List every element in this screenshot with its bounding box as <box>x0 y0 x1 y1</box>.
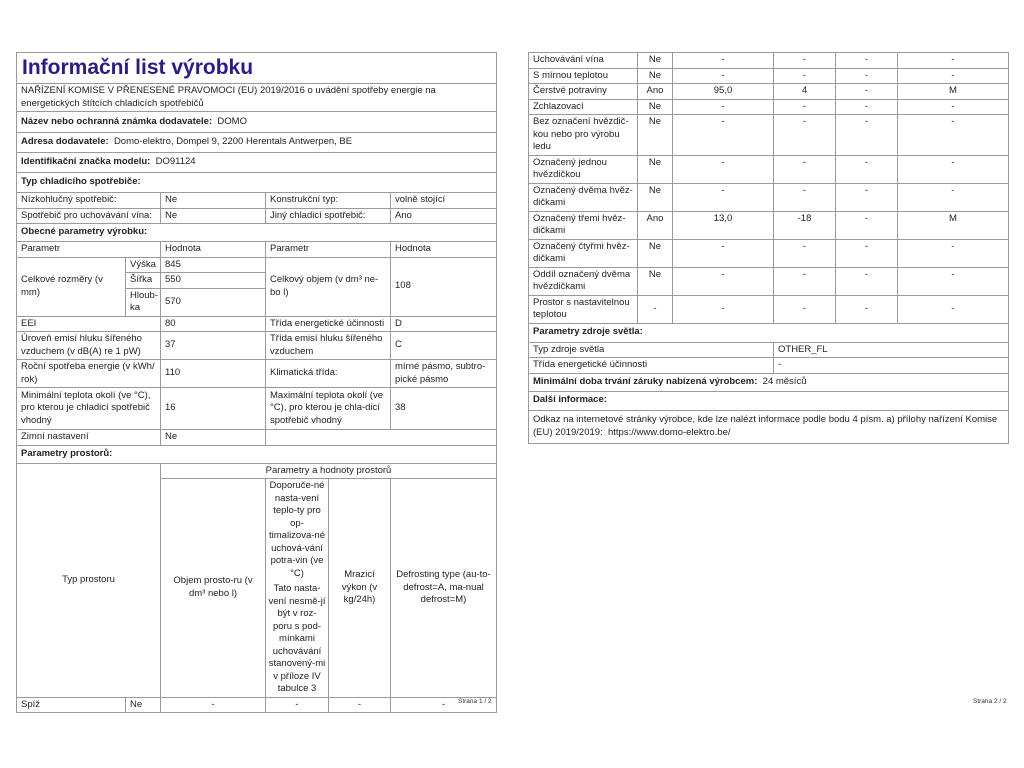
table-row <box>17 388 497 430</box>
cell: Zimní nastavení <box>17 430 161 446</box>
cell: - <box>836 155 898 183</box>
cell: Klimatická třída: <box>266 360 391 388</box>
cell: -18 <box>774 211 836 239</box>
cell: Typ zdroje světla <box>529 342 774 358</box>
cell: - <box>673 99 774 115</box>
cell: mírné pásmo, subtro-pické pásmo <box>391 360 497 388</box>
col-header: Hodnota <box>161 242 266 258</box>
warranty-value: 24 měsíců <box>762 375 807 387</box>
cell: 845 <box>161 257 266 273</box>
cell: - <box>774 53 836 69</box>
table-row <box>529 295 1009 323</box>
cell: - <box>774 358 1009 374</box>
address-row <box>17 133 497 153</box>
table-row <box>529 211 1009 239</box>
cell: - <box>774 155 836 183</box>
cell: - <box>898 295 1009 323</box>
cell: Ne <box>161 430 266 446</box>
cell: - <box>898 183 1009 211</box>
cell: Zchlazovací <box>529 99 638 115</box>
regulation-text: NAŘÍZENÍ KOMISE V PŘENESENÉ PRAVOMOCI (EU) 2019/2016 o uvádění spotřeby energie na energetických štítcích chladicích spotřebičů <box>17 84 497 112</box>
model-value: DO91124 <box>155 156 196 168</box>
table-row <box>17 332 497 360</box>
col-header: Mrazicí výkon (v kg/24h) <box>329 479 391 698</box>
cell: - <box>774 115 836 156</box>
cell: Ne <box>638 239 673 267</box>
cell: 38 <box>391 388 497 430</box>
cell: - <box>898 68 1009 84</box>
cell: - <box>774 99 836 115</box>
cell: - <box>898 115 1009 156</box>
table-row <box>529 99 1009 115</box>
cell: Třída energetické účinnosti <box>266 316 391 332</box>
cell: Ne <box>638 115 673 156</box>
warranty-label: Minimální doba trvání záruky nabízená výrobcem: <box>533 375 758 387</box>
supplier-value: DOMO <box>217 115 247 127</box>
cell: M <box>898 211 1009 239</box>
cell: Minimální teplota okolí (ve °C), pro kterou je chladicí spotřebič vhodný <box>17 388 161 430</box>
cell: 570 <box>161 288 266 316</box>
cell: - <box>898 53 1009 69</box>
cell: Hloub-ka <box>126 288 161 316</box>
cell: - <box>673 183 774 211</box>
table-row <box>529 53 1009 69</box>
cell: Ne <box>638 53 673 69</box>
general-heading: Obecné parametry výrobku: <box>17 224 497 242</box>
cell: volně stojící <box>391 193 497 209</box>
cell: Ne <box>638 183 673 211</box>
cell: 4 <box>774 84 836 100</box>
cell: Spotřebič pro uchovávání vína: <box>17 208 161 224</box>
cell: - <box>898 239 1009 267</box>
cell: D <box>391 316 497 332</box>
table-row <box>529 342 1009 358</box>
cell: - <box>161 697 266 713</box>
cell: - <box>266 697 329 713</box>
space-type-header: Typ prostoru <box>17 463 161 697</box>
cell: 16 <box>161 388 266 430</box>
table-row <box>529 68 1009 84</box>
cell: - <box>836 99 898 115</box>
info-text: Odkaz na internetové stránky výrobce, kde lze nalézt informace podle bodu 4 písm. a) přílohy nařízení Komise (EU) 2019/2019: <box>533 414 998 438</box>
cell: Prostor s nastavitelnou teplotou <box>529 295 638 323</box>
address-label: Adresa dodavatele: <box>21 136 109 148</box>
cell: 550 <box>161 273 266 289</box>
product-info-table-page1 <box>16 52 497 713</box>
cell: Jiný chladicí spotřebič: <box>266 208 391 224</box>
cell: 37 <box>161 332 266 360</box>
model-label: Identifikační značka modelu: <box>21 156 151 168</box>
page-number: Strana 2 / 2 <box>973 698 1007 705</box>
cell: Úroveň emisí hluku šířeného vzduchem (v dB(A) re 1 pW) <box>17 332 161 360</box>
info-heading: Další informace: <box>529 391 1009 410</box>
cell: Nízkohlučný spotřebič: <box>17 193 161 209</box>
temp-note: Tato nasta-vení nesmě-jí být v roz-poru s pod-mínkami uchovávání stanovený-mi v příloze IV tabulce 3 <box>268 583 326 694</box>
col-header: Objem prosto-ru (v dm³ nebo l) <box>161 479 266 698</box>
model-row <box>17 153 497 173</box>
table-row <box>17 430 497 446</box>
cell: Ne <box>161 193 266 209</box>
cell: 95,0 <box>673 84 774 100</box>
cell: - <box>898 99 1009 115</box>
cell: - <box>836 267 898 295</box>
info-row <box>529 410 1009 443</box>
cell: - <box>898 155 1009 183</box>
cell: S mírnou teplotou <box>529 68 638 84</box>
cell: Čerstvé potraviny <box>529 84 638 100</box>
type-heading: Typ chladicího spotřebiče: <box>17 173 497 193</box>
table-row <box>529 155 1009 183</box>
cell: - <box>836 183 898 211</box>
cell: - <box>391 697 497 713</box>
cell: Oddíl označený dvěma hvězdičkami <box>529 267 638 295</box>
cell: - <box>673 68 774 84</box>
col-header: Parametr <box>17 242 161 258</box>
cell <box>266 430 497 446</box>
cell: - <box>836 53 898 69</box>
cell: - <box>836 115 898 156</box>
col-header: Hodnota <box>391 242 497 258</box>
cell: Výška <box>126 257 161 273</box>
cell: Třída energetické účinnosti <box>529 358 774 374</box>
address-value: Domo-elektro, Dompel 9, 2200 Herentals Antwerpen, BE <box>113 136 353 148</box>
cell: - <box>774 239 836 267</box>
cell: Uchovávání vína <box>529 53 638 69</box>
cell: C <box>391 332 497 360</box>
col-header <box>266 479 329 698</box>
supplier-row <box>17 112 497 133</box>
cell: - <box>898 267 1009 295</box>
cell: Ne <box>638 99 673 115</box>
cell: Konstrukční typ: <box>266 193 391 209</box>
table-row <box>17 360 497 388</box>
table-row <box>529 84 1009 100</box>
volume-value: 108 <box>391 257 497 316</box>
cell: Ne <box>638 68 673 84</box>
cell: M <box>898 84 1009 100</box>
supplier-label: Název nebo ochranná známka dodavatele: <box>21 115 213 127</box>
cell: - <box>836 211 898 239</box>
cell: Bez označení hvězdič-kou nebo pro výrobu ledu <box>529 115 638 156</box>
product-info-table-page2 <box>528 52 1009 444</box>
header-row <box>17 242 497 258</box>
light-heading: Parametry zdroje světla: <box>529 323 1009 342</box>
table-row <box>529 358 1009 374</box>
table-row <box>529 115 1009 156</box>
cell: Ano <box>638 211 673 239</box>
cell: Ne <box>638 267 673 295</box>
spaces-heading: Parametry prostorů: <box>17 445 497 463</box>
cell: - <box>774 183 836 211</box>
warranty-row <box>529 373 1009 391</box>
table-row <box>17 697 497 713</box>
cell: - <box>774 267 836 295</box>
cell: - <box>329 697 391 713</box>
cell: Ne <box>161 208 266 224</box>
cell: - <box>673 295 774 323</box>
cell: Označený jednou hvězdičkou <box>529 155 638 183</box>
cell: - <box>774 295 836 323</box>
table-row <box>529 183 1009 211</box>
cell: EEI <box>17 316 161 332</box>
cell: Ne <box>638 155 673 183</box>
cell: - <box>836 84 898 100</box>
table-row <box>17 208 497 224</box>
table-row <box>529 239 1009 267</box>
cell: Třída emisí hluku šířeného vzduchem <box>266 332 391 360</box>
cell: - <box>836 68 898 84</box>
cell: - <box>673 53 774 69</box>
cell: Ano <box>638 84 673 100</box>
cell: Šířka <box>126 273 161 289</box>
dims-label: Celkové rozměry (v mm) <box>17 257 126 316</box>
volume-label: Celkový objem (v dm³ ne-bo l) <box>266 257 391 316</box>
col-header: Parametr <box>266 242 391 258</box>
cell: Spíž <box>17 697 126 713</box>
cell: Roční spotřeba energie (v kWh/ rok) <box>17 360 161 388</box>
cell: - <box>673 267 774 295</box>
temp-header: Doporuče-né nasta-vení teplo-ty pro op-timalizova-né uchová-vání potra-vin (ve °C) <box>269 480 325 579</box>
cell: - <box>836 239 898 267</box>
cell: - <box>638 295 673 323</box>
cell: - <box>836 295 898 323</box>
cell: 13,0 <box>673 211 774 239</box>
cell: - <box>673 115 774 156</box>
page-number: Strana 1 / 2 <box>458 698 492 705</box>
cell: 80 <box>161 316 266 332</box>
space-params-header: Parametry a hodnoty prostorů <box>161 463 497 479</box>
cell: Maximální teplota okolí (ve °C), pro kterou je chla-dicí spotřebič vhodný <box>266 388 391 430</box>
cell: - <box>673 155 774 183</box>
cell: 110 <box>161 360 266 388</box>
cell: Ne <box>126 697 161 713</box>
cell: Označený třemi hvěz-dičkami <box>529 211 638 239</box>
page-title: Informační list výrobku <box>17 53 497 84</box>
table-row <box>529 267 1009 295</box>
cell: - <box>774 68 836 84</box>
cell: OTHER_FL <box>774 342 1009 358</box>
table-row <box>17 316 497 332</box>
col-header: Defrosting type (au-to-defrost=A, ma-nual defrost=M) <box>391 479 497 698</box>
table-row <box>17 193 497 209</box>
manufacturer-link[interactable]: https://www.domo-elektro.be/ <box>608 426 731 438</box>
cell: Označený čtyřmi hvěz-dičkami <box>529 239 638 267</box>
cell: Označený dvěma hvěz-dičkami <box>529 183 638 211</box>
cell: Ano <box>391 208 497 224</box>
cell: - <box>673 239 774 267</box>
